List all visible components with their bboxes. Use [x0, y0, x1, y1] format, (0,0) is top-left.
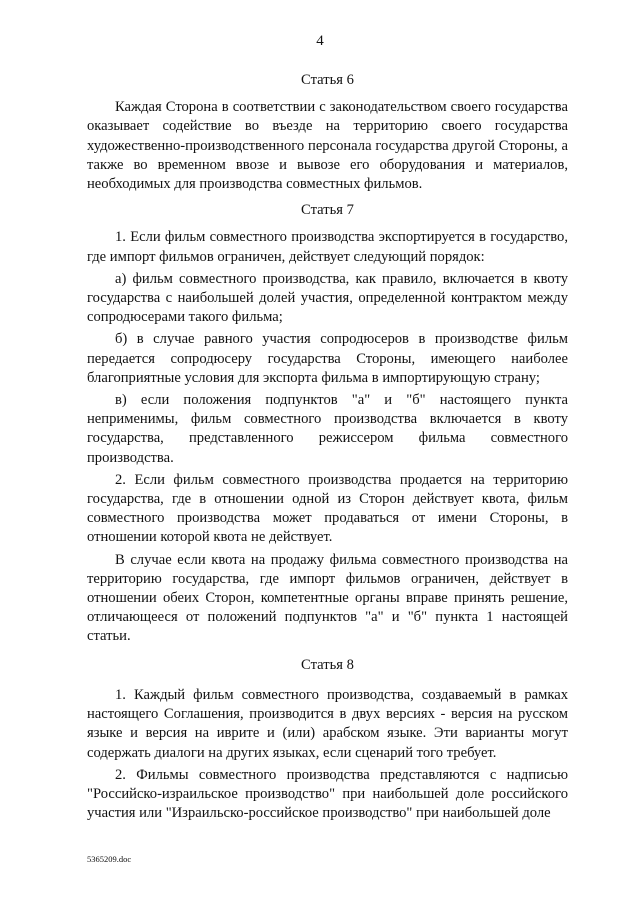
subparagraph-b: б) в случае равного участия сопродюсеров в производстве фильм передается сопродюсеру государства Стороны, имеющего наиболее благоприятные условия для экспорта фильма в импортирующую страну;	[87, 331, 568, 386]
subparagraph-a: а) фильм совместного производства, как правило, включается в квоту государства с наибольшей долей участия, определенной контрактом между сопродюсерами такого фильма;	[87, 270, 568, 326]
article-6	[87, 71, 568, 194]
article-7	[87, 201, 568, 646]
article-8	[87, 656, 568, 824]
article-heading: Статья 6	[301, 72, 354, 88]
document-body	[87, 71, 568, 823]
paragraph: 1. Если фильм совместного производства экспортируется в государство, где импорт фильмов ограничен, действует следующий порядок:	[87, 229, 568, 265]
page-number: 4	[316, 33, 324, 49]
paragraph: 2. Если фильм совместного производства продается на территорию государства, где в отношении одной из Сторон действует квота, фильм совместного производства может продаваться от имени Стороны, в отношении которой квота не действует.	[87, 471, 568, 546]
paragraph: 1. Каждый фильм совместного производства, создаваемый в рамках настоящего Соглашения, производится в двух версиях - версия на русском языке и версия на иврите и (или) арабском языке. Эти варианты могут содержать диалоги на других языках, если сценарий того требует.	[87, 686, 568, 761]
article-heading: Статья 8	[301, 656, 354, 673]
paragraph: 2. Фильмы совместного производства представляются с надписью "Российско-израильское производство" при наибольшей доле российского участия или "Израильско-российское производство" при наибольшей доле	[87, 766, 568, 822]
subparagraph-v: в) если положения подпунктов "а" и "б" настоящего пункта неприменимы, фильм совместного производства включается в квоту государства, представленного режиссером фильма совместного производства.	[87, 392, 568, 466]
document-filename: 5365209.doc	[87, 854, 132, 864]
paragraph: Каждая Сторона в соответствии с законодательством своего государства оказывает содействие во въезде на территорию своего государства художественно-производственного персонала государства другой Стороны, а также во временном ввозе и вывозе его оборудования и материалов, необходимых для производства совместных фильмов.	[87, 99, 568, 193]
paragraph: В случае если квота на продажу фильма совместного производства на территорию государства, где импорт фильмов ограничен, действует в отношении обеих Сторон, компетентные органы вправе принять решение, отличающееся от положений подпунктов "а" и "б" пункта 1 настоящей статьи.	[87, 551, 568, 645]
article-heading: Статья 7	[301, 202, 354, 219]
